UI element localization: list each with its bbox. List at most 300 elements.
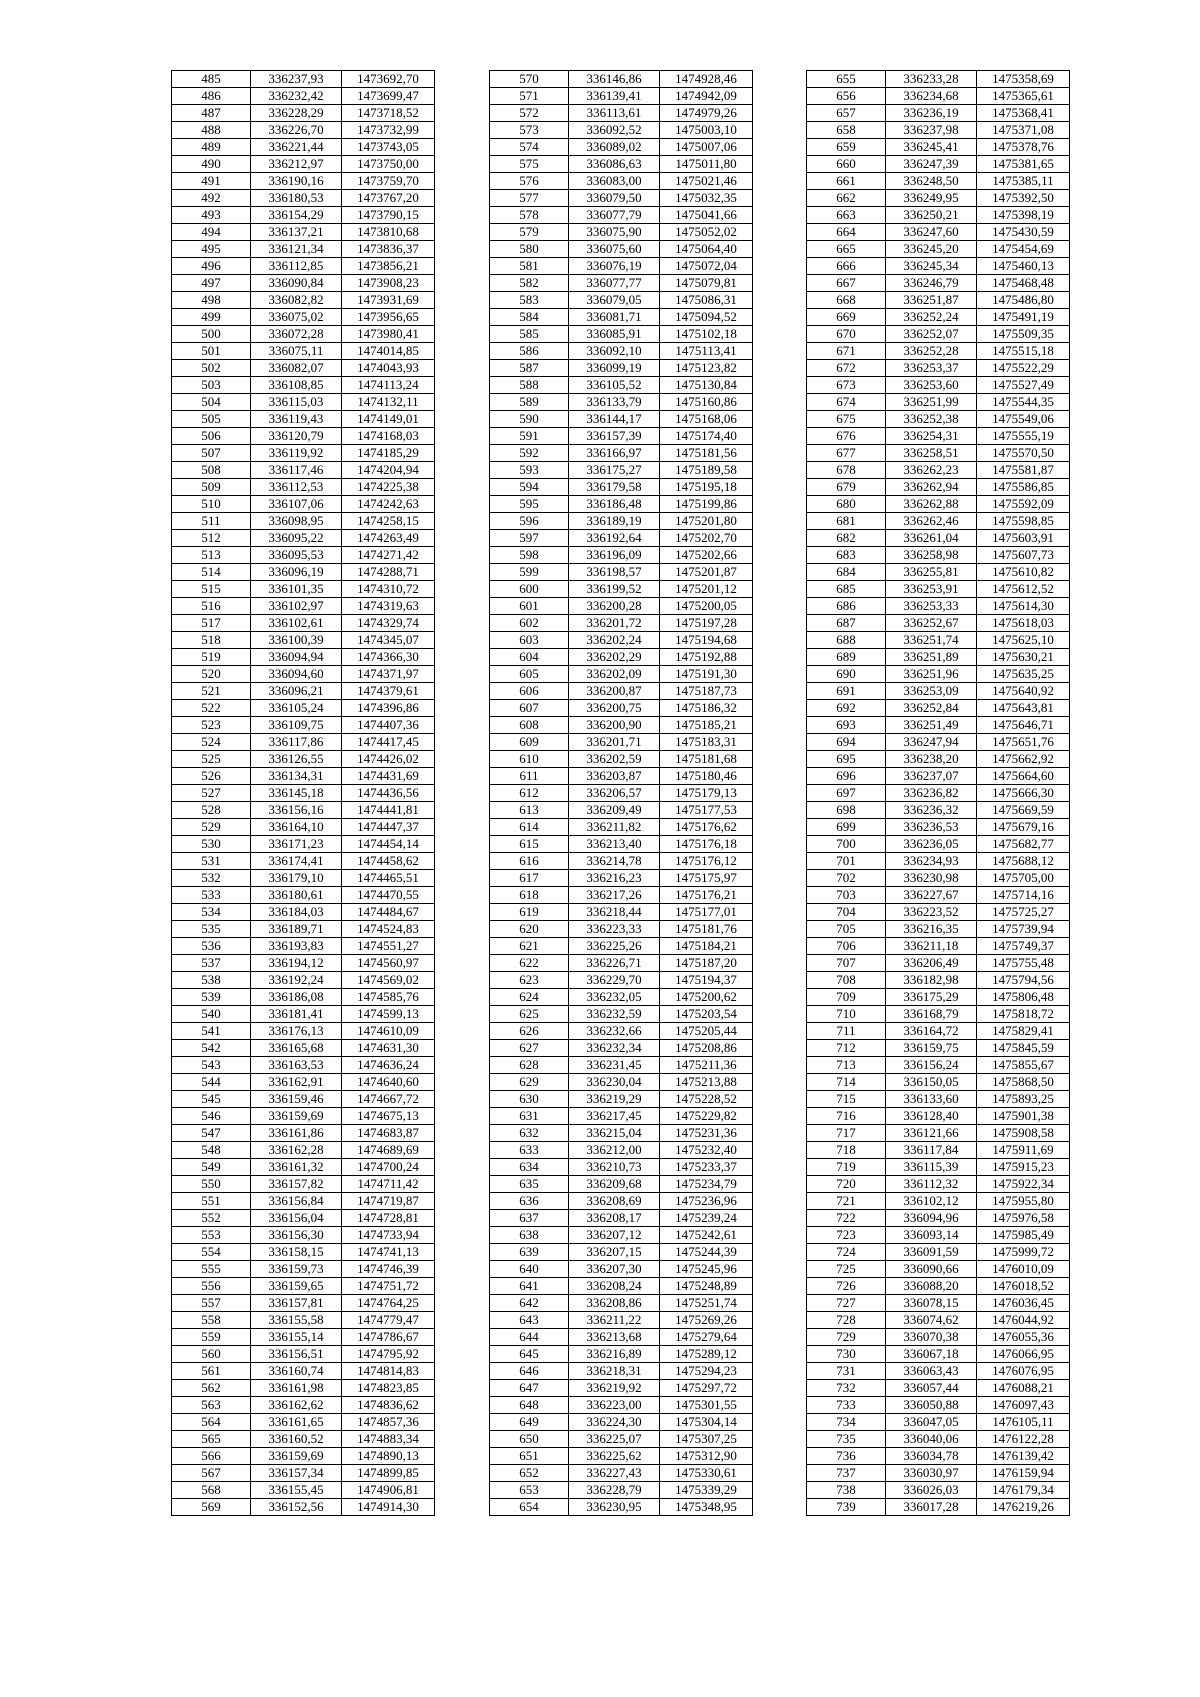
x-coordinate-cell: 336093,14 <box>886 1227 977 1244</box>
point-number-cell: 662 <box>807 190 886 207</box>
point-number-cell: 500 <box>172 326 251 343</box>
y-coordinate-cell: 1475231,36 <box>660 1125 753 1142</box>
x-coordinate-cell: 336190,16 <box>251 173 342 190</box>
table-row <box>172 360 435 377</box>
point-number-cell: 680 <box>807 496 886 513</box>
x-coordinate-cell: 336223,33 <box>569 921 660 938</box>
point-number-cell: 722 <box>807 1210 886 1227</box>
point-number-cell: 714 <box>807 1074 886 1091</box>
y-coordinate-cell: 1474585,76 <box>342 989 435 1006</box>
table-row <box>490 1210 753 1227</box>
point-number-cell: 501 <box>172 343 251 360</box>
table-row <box>490 1397 753 1414</box>
y-coordinate-cell: 1475194,37 <box>660 972 753 989</box>
table-row <box>490 275 753 292</box>
point-number-cell: 560 <box>172 1346 251 1363</box>
y-coordinate-cell: 1475586,85 <box>977 479 1070 496</box>
y-coordinate-cell: 1475186,32 <box>660 700 753 717</box>
point-number-cell: 573 <box>490 122 569 139</box>
point-number-cell: 691 <box>807 683 886 700</box>
x-coordinate-cell: 336180,53 <box>251 190 342 207</box>
point-number-cell: 529 <box>172 819 251 836</box>
y-coordinate-cell: 1475705,00 <box>977 870 1070 887</box>
y-coordinate-cell: 1473759,70 <box>342 173 435 190</box>
point-number-cell: 559 <box>172 1329 251 1346</box>
point-number-cell: 600 <box>490 581 569 598</box>
x-coordinate-cell: 336119,43 <box>251 411 342 428</box>
point-number-cell: 526 <box>172 768 251 785</box>
table-row <box>490 1142 753 1159</box>
x-coordinate-cell: 336161,65 <box>251 1414 342 1431</box>
table-row <box>490 1193 753 1210</box>
table-row <box>807 513 1070 530</box>
table-row <box>172 989 435 1006</box>
x-coordinate-cell: 336247,39 <box>886 156 977 173</box>
point-number-cell: 604 <box>490 649 569 666</box>
point-number-cell: 541 <box>172 1023 251 1040</box>
table-row <box>490 785 753 802</box>
table-row <box>172 819 435 836</box>
point-number-cell: 527 <box>172 785 251 802</box>
x-coordinate-cell: 336155,14 <box>251 1329 342 1346</box>
point-number-cell: 491 <box>172 173 251 190</box>
x-coordinate-cell: 336030,97 <box>886 1465 977 1482</box>
table-row <box>490 751 753 768</box>
table-row <box>172 275 435 292</box>
point-number-cell: 645 <box>490 1346 569 1363</box>
point-number-cell: 671 <box>807 343 886 360</box>
table-row <box>807 88 1070 105</box>
table-row <box>172 1329 435 1346</box>
point-number-cell: 613 <box>490 802 569 819</box>
x-coordinate-cell: 336196,09 <box>569 547 660 564</box>
x-coordinate-cell: 336200,90 <box>569 717 660 734</box>
table-row <box>172 1397 435 1414</box>
x-coordinate-cell: 336262,94 <box>886 479 977 496</box>
table-row <box>172 428 435 445</box>
x-coordinate-cell: 336164,72 <box>886 1023 977 1040</box>
point-number-cell: 616 <box>490 853 569 870</box>
y-coordinate-cell: 1474683,87 <box>342 1125 435 1142</box>
table-row <box>490 717 753 734</box>
x-coordinate-cell: 336218,31 <box>569 1363 660 1380</box>
x-coordinate-cell: 336134,31 <box>251 768 342 785</box>
x-coordinate-cell: 336107,06 <box>251 496 342 513</box>
coordinates-table-3 <box>806 70 1070 1516</box>
point-number-cell: 677 <box>807 445 886 462</box>
y-coordinate-cell: 1475229,82 <box>660 1108 753 1125</box>
table-row <box>807 360 1070 377</box>
y-coordinate-cell: 1474371,97 <box>342 666 435 683</box>
table-row <box>490 615 753 632</box>
table-row <box>172 326 435 343</box>
point-number-cell: 619 <box>490 904 569 921</box>
y-coordinate-cell: 1475739,94 <box>977 921 1070 938</box>
y-coordinate-cell: 1473931,69 <box>342 292 435 309</box>
table-body <box>807 71 1070 1516</box>
y-coordinate-cell: 1476018,52 <box>977 1278 1070 1295</box>
table-row <box>490 1278 753 1295</box>
y-coordinate-cell: 1475714,16 <box>977 887 1070 904</box>
x-coordinate-cell: 336150,05 <box>886 1074 977 1091</box>
x-coordinate-cell: 336121,34 <box>251 241 342 258</box>
x-coordinate-cell: 336159,69 <box>251 1448 342 1465</box>
point-number-cell: 607 <box>490 700 569 717</box>
x-coordinate-cell: 336206,49 <box>886 955 977 972</box>
y-coordinate-cell: 1476159,94 <box>977 1465 1070 1482</box>
point-number-cell: 548 <box>172 1142 251 1159</box>
x-coordinate-cell: 336232,34 <box>569 1040 660 1057</box>
point-number-cell: 557 <box>172 1295 251 1312</box>
table-row <box>807 717 1070 734</box>
table-row <box>807 1465 1070 1482</box>
x-coordinate-cell: 336105,24 <box>251 700 342 717</box>
point-number-cell: 617 <box>490 870 569 887</box>
x-coordinate-cell: 336216,35 <box>886 921 977 938</box>
table-row <box>807 1312 1070 1329</box>
point-number-cell: 718 <box>807 1142 886 1159</box>
table-row <box>807 955 1070 972</box>
y-coordinate-cell: 1475640,92 <box>977 683 1070 700</box>
point-number-cell: 637 <box>490 1210 569 1227</box>
x-coordinate-cell: 336211,18 <box>886 938 977 955</box>
table-row <box>807 632 1070 649</box>
x-coordinate-cell: 336237,07 <box>886 768 977 785</box>
table-row <box>490 207 753 224</box>
y-coordinate-cell: 1474524,83 <box>342 921 435 938</box>
table-row <box>807 1482 1070 1499</box>
y-coordinate-cell: 1474417,45 <box>342 734 435 751</box>
y-coordinate-cell: 1474379,61 <box>342 683 435 700</box>
y-coordinate-cell: 1473908,23 <box>342 275 435 292</box>
table-row <box>172 139 435 156</box>
table-row <box>172 904 435 921</box>
point-number-cell: 537 <box>172 955 251 972</box>
table-row <box>490 547 753 564</box>
table-row <box>172 377 435 394</box>
point-number-cell: 605 <box>490 666 569 683</box>
table-row <box>807 1091 1070 1108</box>
table-row <box>490 462 753 479</box>
x-coordinate-cell: 336076,19 <box>569 258 660 275</box>
point-number-cell: 539 <box>172 989 251 1006</box>
y-coordinate-cell: 1474667,72 <box>342 1091 435 1108</box>
y-coordinate-cell: 1474319,63 <box>342 598 435 615</box>
table-row <box>490 734 753 751</box>
table-row <box>807 394 1070 411</box>
table-row <box>172 1244 435 1261</box>
point-number-cell: 589 <box>490 394 569 411</box>
y-coordinate-cell: 1475213,88 <box>660 1074 753 1091</box>
x-coordinate-cell: 336180,61 <box>251 887 342 904</box>
point-number-cell: 580 <box>490 241 569 258</box>
table-row <box>490 1414 753 1431</box>
x-coordinate-cell: 336221,44 <box>251 139 342 156</box>
y-coordinate-cell: 1475236,96 <box>660 1193 753 1210</box>
point-number-cell: 583 <box>490 292 569 309</box>
y-coordinate-cell: 1475102,18 <box>660 326 753 343</box>
table-row <box>172 1448 435 1465</box>
y-coordinate-cell: 1474225,38 <box>342 479 435 496</box>
y-coordinate-cell: 1474113,24 <box>342 377 435 394</box>
table-row <box>172 445 435 462</box>
x-coordinate-cell: 336230,95 <box>569 1499 660 1516</box>
y-coordinate-cell: 1474928,46 <box>660 71 753 88</box>
table-row <box>807 870 1070 887</box>
x-coordinate-cell: 336119,92 <box>251 445 342 462</box>
x-coordinate-cell: 336156,16 <box>251 802 342 819</box>
y-coordinate-cell: 1475491,19 <box>977 309 1070 326</box>
y-coordinate-cell: 1475205,44 <box>660 1023 753 1040</box>
y-coordinate-cell: 1474149,01 <box>342 411 435 428</box>
table-row <box>490 649 753 666</box>
y-coordinate-cell: 1476122,28 <box>977 1431 1070 1448</box>
point-number-cell: 497 <box>172 275 251 292</box>
x-coordinate-cell: 336262,46 <box>886 513 977 530</box>
table-row <box>490 972 753 989</box>
y-coordinate-cell: 1475307,25 <box>660 1431 753 1448</box>
y-coordinate-cell: 1474610,09 <box>342 1023 435 1040</box>
table-row <box>490 1023 753 1040</box>
x-coordinate-cell: 336212,00 <box>569 1142 660 1159</box>
x-coordinate-cell: 336251,96 <box>886 666 977 683</box>
y-coordinate-cell: 1475368,41 <box>977 105 1070 122</box>
y-coordinate-cell: 1475123,82 <box>660 360 753 377</box>
table-row <box>172 156 435 173</box>
y-coordinate-cell: 1475192,88 <box>660 649 753 666</box>
x-coordinate-cell: 336230,04 <box>569 1074 660 1091</box>
point-number-cell: 550 <box>172 1176 251 1193</box>
y-coordinate-cell: 1474426,02 <box>342 751 435 768</box>
y-coordinate-cell: 1475468,48 <box>977 275 1070 292</box>
y-coordinate-cell: 1475180,46 <box>660 768 753 785</box>
point-number-cell: 609 <box>490 734 569 751</box>
table-row <box>172 1363 435 1380</box>
y-coordinate-cell: 1474263,49 <box>342 530 435 547</box>
point-number-cell: 488 <box>172 122 251 139</box>
point-number-cell: 676 <box>807 428 886 445</box>
x-coordinate-cell: 336159,65 <box>251 1278 342 1295</box>
x-coordinate-cell: 336253,33 <box>886 598 977 615</box>
x-coordinate-cell: 336232,59 <box>569 1006 660 1023</box>
x-coordinate-cell: 336081,71 <box>569 309 660 326</box>
x-coordinate-cell: 336179,10 <box>251 870 342 887</box>
point-number-cell: 732 <box>807 1380 886 1397</box>
table-row <box>490 700 753 717</box>
y-coordinate-cell: 1476179,34 <box>977 1482 1070 1499</box>
point-number-cell: 568 <box>172 1482 251 1499</box>
table-row <box>172 785 435 802</box>
x-coordinate-cell: 336137,21 <box>251 224 342 241</box>
x-coordinate-cell: 336231,45 <box>569 1057 660 1074</box>
y-coordinate-cell: 1475191,30 <box>660 666 753 683</box>
table-row <box>807 1210 1070 1227</box>
y-coordinate-cell: 1476036,45 <box>977 1295 1070 1312</box>
x-coordinate-cell: 336225,62 <box>569 1448 660 1465</box>
point-number-cell: 556 <box>172 1278 251 1295</box>
point-number-cell: 552 <box>172 1210 251 1227</box>
table-row <box>490 241 753 258</box>
point-number-cell: 702 <box>807 870 886 887</box>
x-coordinate-cell: 336133,79 <box>569 394 660 411</box>
x-coordinate-cell: 336156,84 <box>251 1193 342 1210</box>
y-coordinate-cell: 1475113,41 <box>660 343 753 360</box>
x-coordinate-cell: 336261,04 <box>886 530 977 547</box>
point-number-cell: 575 <box>490 156 569 173</box>
y-coordinate-cell: 1475202,66 <box>660 547 753 564</box>
point-number-cell: 647 <box>490 1380 569 1397</box>
y-coordinate-cell: 1474551,27 <box>342 938 435 955</box>
point-number-cell: 614 <box>490 819 569 836</box>
point-number-cell: 725 <box>807 1261 886 1278</box>
y-coordinate-cell: 1475371,08 <box>977 122 1070 139</box>
x-coordinate-cell: 336206,57 <box>569 785 660 802</box>
table-row <box>807 853 1070 870</box>
point-number-cell: 650 <box>490 1431 569 1448</box>
table-row <box>807 1397 1070 1414</box>
point-number-cell: 670 <box>807 326 886 343</box>
y-coordinate-cell: 1475181,76 <box>660 921 753 938</box>
x-coordinate-cell: 336026,03 <box>886 1482 977 1499</box>
point-number-cell: 672 <box>807 360 886 377</box>
x-coordinate-cell: 336156,30 <box>251 1227 342 1244</box>
point-number-cell: 649 <box>490 1414 569 1431</box>
x-coordinate-cell: 336144,17 <box>569 411 660 428</box>
point-number-cell: 736 <box>807 1448 886 1465</box>
y-coordinate-cell: 1475651,76 <box>977 734 1070 751</box>
point-number-cell: 694 <box>807 734 886 751</box>
y-coordinate-cell: 1475181,68 <box>660 751 753 768</box>
x-coordinate-cell: 336247,60 <box>886 224 977 241</box>
y-coordinate-cell: 1475032,35 <box>660 190 753 207</box>
point-number-cell: 493 <box>172 207 251 224</box>
x-coordinate-cell: 336160,74 <box>251 1363 342 1380</box>
point-number-cell: 624 <box>490 989 569 1006</box>
point-number-cell: 635 <box>490 1176 569 1193</box>
point-number-cell: 495 <box>172 241 251 258</box>
point-number-cell: 524 <box>172 734 251 751</box>
table-row <box>490 1499 753 1516</box>
point-number-cell: 668 <box>807 292 886 309</box>
x-coordinate-cell: 336262,23 <box>886 462 977 479</box>
x-coordinate-cell: 336209,68 <box>569 1176 660 1193</box>
table-row <box>490 904 753 921</box>
table-row <box>172 207 435 224</box>
x-coordinate-cell: 336216,23 <box>569 870 660 887</box>
table-row <box>807 921 1070 938</box>
point-number-cell: 625 <box>490 1006 569 1023</box>
y-coordinate-cell: 1475398,19 <box>977 207 1070 224</box>
x-coordinate-cell: 336112,85 <box>251 258 342 275</box>
table-row <box>172 768 435 785</box>
x-coordinate-cell: 336237,93 <box>251 71 342 88</box>
table-row <box>807 1006 1070 1023</box>
y-coordinate-cell: 1475679,16 <box>977 819 1070 836</box>
x-coordinate-cell: 336208,86 <box>569 1295 660 1312</box>
x-coordinate-cell: 336252,38 <box>886 411 977 428</box>
x-coordinate-cell: 336186,08 <box>251 989 342 1006</box>
x-coordinate-cell: 336213,68 <box>569 1329 660 1346</box>
y-coordinate-cell: 1475664,60 <box>977 768 1070 785</box>
y-coordinate-cell: 1475200,05 <box>660 598 753 615</box>
y-coordinate-cell: 1475855,67 <box>977 1057 1070 1074</box>
y-coordinate-cell: 1474271,42 <box>342 547 435 564</box>
y-coordinate-cell: 1475232,40 <box>660 1142 753 1159</box>
y-coordinate-cell: 1475607,73 <box>977 547 1070 564</box>
table-row <box>807 139 1070 156</box>
y-coordinate-cell: 1474741,13 <box>342 1244 435 1261</box>
y-coordinate-cell: 1475228,52 <box>660 1091 753 1108</box>
table-row <box>807 1023 1070 1040</box>
x-coordinate-cell: 336251,49 <box>886 717 977 734</box>
table-row <box>807 1380 1070 1397</box>
table-row <box>172 1159 435 1176</box>
x-coordinate-cell: 336258,51 <box>886 445 977 462</box>
x-coordinate-cell: 336232,05 <box>569 989 660 1006</box>
x-coordinate-cell: 336157,39 <box>569 428 660 445</box>
x-coordinate-cell: 336161,32 <box>251 1159 342 1176</box>
point-number-cell: 516 <box>172 598 251 615</box>
point-number-cell: 735 <box>807 1431 886 1448</box>
table-row <box>172 615 435 632</box>
table-row <box>172 173 435 190</box>
table-row <box>807 683 1070 700</box>
x-coordinate-cell: 336070,38 <box>886 1329 977 1346</box>
x-coordinate-cell: 336155,45 <box>251 1482 342 1499</box>
y-coordinate-cell: 1475189,58 <box>660 462 753 479</box>
y-coordinate-cell: 1474979,26 <box>660 105 753 122</box>
x-coordinate-cell: 336223,52 <box>886 904 977 921</box>
table-row <box>490 598 753 615</box>
y-coordinate-cell: 1475509,35 <box>977 326 1070 343</box>
point-number-cell: 536 <box>172 938 251 955</box>
table-row <box>490 258 753 275</box>
x-coordinate-cell: 336236,19 <box>886 105 977 122</box>
x-coordinate-cell: 336200,87 <box>569 683 660 700</box>
x-coordinate-cell: 336233,28 <box>886 71 977 88</box>
table-row <box>172 122 435 139</box>
table-row <box>172 241 435 258</box>
table-row <box>172 547 435 564</box>
table-row <box>172 734 435 751</box>
point-number-cell: 590 <box>490 411 569 428</box>
point-number-cell: 485 <box>172 71 251 88</box>
y-coordinate-cell: 1475829,41 <box>977 1023 1070 1040</box>
x-coordinate-cell: 336192,64 <box>569 530 660 547</box>
point-number-cell: 665 <box>807 241 886 258</box>
y-coordinate-cell: 1474569,02 <box>342 972 435 989</box>
x-coordinate-cell: 336238,20 <box>886 751 977 768</box>
y-coordinate-cell: 1476010,09 <box>977 1261 1070 1278</box>
x-coordinate-cell: 336202,59 <box>569 751 660 768</box>
table-row <box>807 564 1070 581</box>
x-coordinate-cell: 336075,02 <box>251 309 342 326</box>
table-row <box>490 292 753 309</box>
x-coordinate-cell: 336017,28 <box>886 1499 977 1516</box>
y-coordinate-cell: 1474719,87 <box>342 1193 435 1210</box>
point-number-cell: 602 <box>490 615 569 632</box>
x-coordinate-cell: 336096,19 <box>251 564 342 581</box>
point-number-cell: 507 <box>172 445 251 462</box>
point-number-cell: 508 <box>172 462 251 479</box>
point-number-cell: 593 <box>490 462 569 479</box>
y-coordinate-cell: 1474465,51 <box>342 870 435 887</box>
y-coordinate-cell: 1475999,72 <box>977 1244 1070 1261</box>
y-coordinate-cell: 1474814,83 <box>342 1363 435 1380</box>
point-number-cell: 704 <box>807 904 886 921</box>
table-row <box>490 1431 753 1448</box>
point-number-cell: 644 <box>490 1329 569 1346</box>
